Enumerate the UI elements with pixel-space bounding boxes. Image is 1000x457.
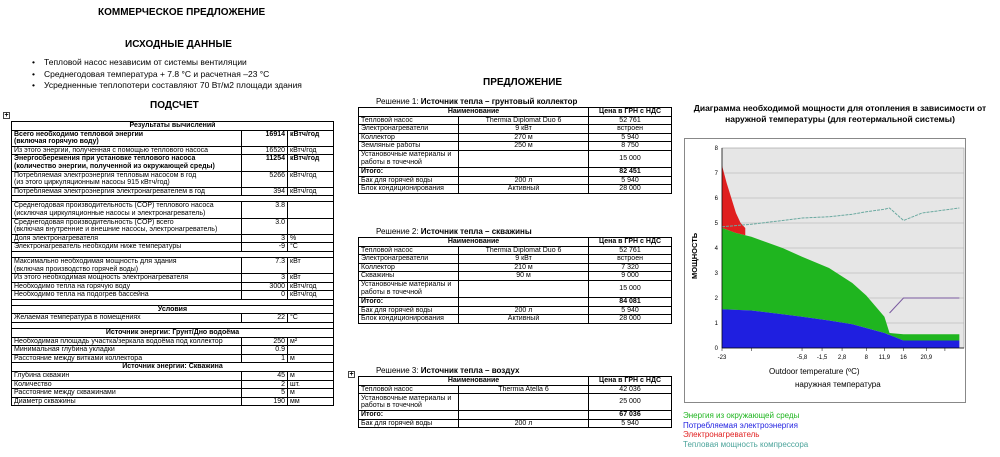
table-row bbox=[12, 171, 334, 187]
item-name: Установочные материалы и работы в точечной bbox=[359, 150, 459, 167]
row-value: 3 bbox=[242, 274, 288, 283]
row-unit: кВтч/год bbox=[288, 130, 334, 146]
item-name: Установочные материалы и работы в точечной bbox=[359, 280, 459, 297]
item-name: Электронагреватели bbox=[359, 255, 459, 264]
table-row bbox=[359, 315, 672, 324]
table-row bbox=[359, 280, 672, 297]
table-row bbox=[359, 185, 672, 194]
y-tick-label: 2 bbox=[714, 296, 718, 302]
chart-plot bbox=[700, 140, 970, 370]
label-text: Глубина скважин bbox=[14, 372, 70, 380]
row-label bbox=[12, 155, 242, 171]
row-label bbox=[12, 337, 242, 346]
table-row bbox=[12, 187, 334, 196]
row-value: 3 bbox=[242, 234, 288, 243]
row-label bbox=[12, 274, 242, 283]
y-tick-label: 4 bbox=[714, 246, 718, 252]
item-price: 82 451 bbox=[589, 167, 672, 176]
solution-2 bbox=[358, 227, 672, 324]
row-unit bbox=[288, 202, 334, 218]
table-row bbox=[12, 234, 334, 243]
solution-table bbox=[358, 237, 672, 324]
document-title: КОММЕРЧЕСКОЕ ПРЕДЛОЖЕНИЕ bbox=[98, 7, 266, 18]
item-desc: 90 м bbox=[459, 272, 589, 281]
item-price: 5 940 bbox=[589, 306, 672, 315]
row-value: 3000 bbox=[242, 282, 288, 291]
header-price: Цена в ГРН с НДС bbox=[589, 377, 672, 386]
calc-table-wrap bbox=[11, 121, 334, 406]
expand-icon[interactable]: + bbox=[349, 371, 354, 378]
row-value: 3.0 bbox=[242, 218, 288, 234]
initial-data-heading: ИСХОДНЫЕ ДАННЫЕ bbox=[125, 39, 232, 50]
item-price: 28 000 bbox=[589, 315, 672, 324]
item-name: Бак для горячей воды bbox=[359, 176, 459, 185]
table-row bbox=[12, 337, 334, 346]
row-value: 394 bbox=[242, 187, 288, 196]
y-tick-label: 5 bbox=[714, 221, 718, 227]
row-value: -9 bbox=[242, 243, 288, 252]
row-unit: °C bbox=[288, 243, 334, 252]
chart-legend bbox=[683, 411, 808, 449]
x-tick-label: 16 bbox=[900, 355, 907, 361]
item-name: Блок кондиционирования bbox=[359, 315, 459, 324]
table-row bbox=[359, 167, 672, 176]
item-desc bbox=[459, 150, 589, 167]
label-text: Необходимая площадь участка/зеркала водоёма под коллектор bbox=[14, 337, 223, 345]
row-unit: кВтч/год bbox=[288, 187, 334, 196]
section-header: Источник энергии: Грунт/Дно водоёма bbox=[12, 329, 334, 338]
row-label bbox=[12, 372, 242, 381]
table-row bbox=[12, 122, 334, 131]
item-name: Коллектор bbox=[359, 263, 459, 272]
legend-item: Электронагреватель bbox=[683, 430, 760, 439]
y-tick-label: 1 bbox=[714, 321, 718, 327]
row-value: 0.9 bbox=[242, 346, 288, 355]
table-row bbox=[12, 130, 334, 146]
row-unit: м bbox=[288, 389, 334, 398]
item-name: Итого: bbox=[359, 297, 459, 306]
item-desc: Thermia Atella 6 bbox=[459, 385, 589, 394]
label-text: Необходимо тепла на горячую воду bbox=[14, 282, 131, 290]
table-row bbox=[359, 125, 672, 134]
item-name: Коллектор bbox=[359, 133, 459, 142]
label-text: Среднегодовая производительность (COP) всего bbox=[14, 218, 174, 226]
row-value: 2 bbox=[242, 380, 288, 389]
item-desc: 270 м bbox=[459, 133, 589, 142]
y-tick-label: 7 bbox=[714, 171, 718, 177]
table-row bbox=[12, 354, 334, 363]
table-row bbox=[359, 297, 672, 306]
item-desc: 9 кВт bbox=[459, 255, 589, 264]
label-text: Электронагреватель необходим ниже температуры bbox=[14, 243, 182, 251]
item-desc: Thermia Diplomat Duo 6 bbox=[459, 116, 589, 125]
row-label bbox=[12, 218, 242, 234]
item-name: Тепловой насос bbox=[359, 116, 459, 125]
section-header: Результаты вычислений bbox=[12, 122, 334, 131]
item-name: Тепловой насос bbox=[359, 385, 459, 394]
item-price: 5 940 bbox=[589, 176, 672, 185]
item-price: 52 761 bbox=[589, 116, 672, 125]
label-text: Необходимо тепла на подогрев бассейна bbox=[14, 291, 149, 299]
table-row bbox=[12, 380, 334, 389]
row-unit bbox=[288, 346, 334, 355]
table-row bbox=[12, 282, 334, 291]
row-label bbox=[12, 346, 242, 355]
label-text: Максимально необходимая мощность для здания bbox=[14, 257, 177, 265]
item-desc: Активный bbox=[459, 185, 589, 194]
list-item: • Усредненные теплопотери составляют 70 Вт/м2 площади здания bbox=[30, 80, 302, 92]
row-label bbox=[12, 354, 242, 363]
row-label bbox=[12, 130, 242, 146]
item-name: Скважины bbox=[359, 272, 459, 281]
row-value: 16914 bbox=[242, 130, 288, 146]
table-row bbox=[12, 397, 334, 406]
row-label bbox=[12, 291, 242, 300]
solution-title bbox=[358, 366, 672, 375]
label-text: Расстояние между витками коллектора bbox=[14, 354, 143, 362]
item-price: 15 000 bbox=[589, 150, 672, 167]
row-unit: м bbox=[288, 354, 334, 363]
item-desc: Активный bbox=[459, 315, 589, 324]
row-value: 3.8 bbox=[242, 202, 288, 218]
item-desc: 250 м bbox=[459, 142, 589, 151]
x-tick-label: 8 bbox=[864, 355, 868, 361]
item-price: 5 940 bbox=[589, 133, 672, 142]
solution-prefix: Решение 1: bbox=[376, 97, 419, 106]
row-label bbox=[12, 282, 242, 291]
row-unit: кВтч/год bbox=[288, 282, 334, 291]
chart-xlabel: Outdoor temperature (ºC) bbox=[769, 367, 860, 376]
row-unit: м² bbox=[288, 337, 334, 346]
calc-heading: ПОДСЧЕТ bbox=[150, 100, 199, 111]
y-tick-label: 8 bbox=[714, 146, 718, 152]
row-value: 22 bbox=[242, 314, 288, 323]
row-value: 0 bbox=[242, 291, 288, 300]
table-row bbox=[12, 363, 334, 372]
label-text: Минимальная глубина укладки bbox=[14, 346, 115, 354]
label-text: Из этого энергии, полученная с помощью теплового насоса bbox=[14, 146, 209, 154]
table-row bbox=[12, 329, 334, 338]
item-desc: Thermia Diplomat Duo 6 bbox=[459, 246, 589, 255]
table-row bbox=[359, 255, 672, 264]
table-header bbox=[359, 238, 672, 247]
row-label bbox=[12, 234, 242, 243]
item-price: встроен bbox=[589, 255, 672, 264]
item-desc bbox=[459, 411, 589, 420]
item-price: 5 940 bbox=[589, 419, 672, 428]
solution-title bbox=[358, 227, 672, 236]
table-row bbox=[359, 272, 672, 281]
x-tick-label: -5,8 bbox=[796, 355, 808, 361]
row-unit: кВт bbox=[288, 257, 334, 273]
solution-prefix: Решение 2: bbox=[376, 227, 419, 236]
label-text: Расстояние между скважинами bbox=[14, 389, 116, 397]
x-tick-label: 11,9 bbox=[878, 355, 891, 361]
label-subtext: (количество энергии, полученной из окружающей среды) bbox=[14, 162, 215, 170]
solution-3 bbox=[358, 366, 672, 428]
table-row bbox=[359, 246, 672, 255]
row-unit: шт. bbox=[288, 380, 334, 389]
table-row bbox=[359, 385, 672, 394]
row-unit: кВтч/год bbox=[288, 155, 334, 171]
table-row bbox=[12, 274, 334, 283]
offer-heading: ПРЕДЛОЖЕНИЕ bbox=[483, 77, 563, 88]
table-row bbox=[359, 150, 672, 167]
table-header bbox=[359, 108, 672, 117]
header-price: Цена в ГРН с НДС bbox=[589, 108, 672, 117]
item-price: 9 000 bbox=[589, 272, 672, 281]
item-price: 7 320 bbox=[589, 263, 672, 272]
legend-item: Энергия из окружающей среды bbox=[683, 411, 800, 420]
row-label bbox=[12, 171, 242, 187]
label-subtext: (включая горячую воду) bbox=[14, 138, 99, 146]
row-label bbox=[12, 146, 242, 155]
label-subtext: (включая производство горячей воды) bbox=[14, 265, 139, 273]
item-name: Бак для горячей воды bbox=[359, 419, 459, 428]
label-text: Желаемая температура в помещениях bbox=[14, 314, 141, 322]
label-subtext: (включая внутренние и внешние насосы, электронагреватель) bbox=[14, 226, 218, 234]
label-subtext: (исключая циркуляционные насосы и электронагреватель) bbox=[14, 209, 206, 217]
row-value: 1 bbox=[242, 354, 288, 363]
item-name: Установочные материалы и работы в точечной bbox=[359, 394, 459, 411]
table-row bbox=[359, 394, 672, 411]
header-name: Наименование bbox=[359, 108, 589, 117]
y-tick-label: 6 bbox=[714, 196, 718, 202]
legend-item: Потребляемая электроэнергия bbox=[683, 420, 798, 430]
label-text: Доля электронагревателя bbox=[14, 234, 99, 242]
item-price: 15 000 bbox=[589, 280, 672, 297]
item-desc: 200 л bbox=[459, 419, 589, 428]
item-price: 42 036 bbox=[589, 385, 672, 394]
row-value: 7.3 bbox=[242, 257, 288, 273]
row-value: 250 bbox=[242, 337, 288, 346]
table-row bbox=[359, 142, 672, 151]
table-row bbox=[12, 202, 334, 218]
row-value: 45 bbox=[242, 372, 288, 381]
row-value: 5266 bbox=[242, 171, 288, 187]
section-header: Источник энергии: Скважина bbox=[12, 363, 334, 372]
row-label bbox=[12, 397, 242, 406]
row-unit: кВтч/год bbox=[288, 291, 334, 300]
solution-title bbox=[358, 97, 672, 106]
solution-name: Источник тепла – скважины bbox=[420, 227, 532, 236]
header-name: Наименование bbox=[359, 377, 589, 386]
row-unit: °C bbox=[288, 314, 334, 323]
item-desc: 200 л bbox=[459, 306, 589, 315]
table-row bbox=[359, 419, 672, 428]
label-text: Потребляемая электроэнергия тепловым насосом в год bbox=[14, 171, 197, 179]
item-price: 25 000 bbox=[589, 394, 672, 411]
chart-xlabel-ru: наружная температура bbox=[795, 380, 881, 389]
x-tick-label: 20,9 bbox=[920, 355, 933, 361]
item-desc bbox=[459, 280, 589, 297]
item-price: 28 000 bbox=[589, 185, 672, 194]
row-unit: кВт bbox=[288, 274, 334, 283]
expand-icon[interactable]: + bbox=[4, 112, 9, 119]
table-row bbox=[359, 133, 672, 142]
item-desc: 200 л bbox=[459, 176, 589, 185]
solution-table bbox=[358, 107, 672, 194]
table-row bbox=[12, 346, 334, 355]
item-name: Земляные работы bbox=[359, 142, 459, 151]
item-price: 84 081 bbox=[589, 297, 672, 306]
list-item: • Среднегодовая температура + 7.8 °C и расчетная –23 °C bbox=[30, 69, 302, 81]
table-row bbox=[359, 176, 672, 185]
solution-prefix: Решение 3: bbox=[376, 366, 419, 375]
list-item: • Тепловой насос независим от системы вентиляции bbox=[30, 57, 302, 69]
item-desc: 9 кВт bbox=[459, 125, 589, 134]
row-value: 16520 bbox=[242, 146, 288, 155]
table-row bbox=[12, 218, 334, 234]
row-value: 190 bbox=[242, 397, 288, 406]
initial-data-list bbox=[30, 57, 302, 92]
item-desc bbox=[459, 394, 589, 411]
label-text: Среднегодовая производительность (COP) теплового насоса bbox=[14, 202, 214, 210]
table-row bbox=[12, 305, 334, 314]
label-text: Диаметр скважины bbox=[14, 397, 76, 405]
header-price: Цена в ГРН с НДС bbox=[589, 238, 672, 247]
item-name: Итого: bbox=[359, 167, 459, 176]
chart-ylabel: МОЩНОСТЬ bbox=[690, 232, 699, 279]
row-unit: кВтч/год bbox=[288, 171, 334, 187]
item-name: Тепловой насос bbox=[359, 246, 459, 255]
item-price: 52 761 bbox=[589, 246, 672, 255]
row-label bbox=[12, 243, 242, 252]
chart-title: Диаграмма необходимой мощности для отопления в зависимости от наружной температуры (для геотермальной системы) bbox=[693, 103, 987, 124]
table-row bbox=[12, 146, 334, 155]
label-text: Всего необходимо тепловой энергии bbox=[14, 130, 144, 138]
row-unit: % bbox=[288, 234, 334, 243]
item-price: 8 750 bbox=[589, 142, 672, 151]
row-value: 5 bbox=[242, 389, 288, 398]
row-label bbox=[12, 314, 242, 323]
solution-1 bbox=[358, 97, 672, 194]
label-text: Потребляемая электроэнергия электронагревателем в год bbox=[14, 187, 205, 195]
row-label bbox=[12, 187, 242, 196]
table-row bbox=[12, 291, 334, 300]
row-value: 11254 bbox=[242, 155, 288, 171]
item-name: Блок кондиционирования bbox=[359, 185, 459, 194]
table-row bbox=[359, 306, 672, 315]
x-tick-label: -1,5 bbox=[816, 355, 828, 361]
row-label bbox=[12, 389, 242, 398]
solution-name: Источник тепла – грунтовый коллектор bbox=[420, 97, 578, 106]
table-row bbox=[359, 263, 672, 272]
item-price: 67 036 bbox=[589, 411, 672, 420]
table-row bbox=[12, 155, 334, 171]
row-unit: мм bbox=[288, 397, 334, 406]
row-unit: м bbox=[288, 372, 334, 381]
row-label bbox=[12, 257, 242, 273]
item-price: встроен bbox=[589, 125, 672, 134]
label-subtext: (из этого циркуляционным насосы 915 кВтч/год) bbox=[14, 179, 170, 187]
legend-item: Тепловая мощность компрессора bbox=[683, 439, 809, 449]
y-tick-label: 0 bbox=[714, 346, 718, 352]
row-label bbox=[12, 202, 242, 218]
section-header: Условия bbox=[12, 305, 334, 314]
table-row bbox=[12, 243, 334, 252]
row-unit: кВтч/год bbox=[288, 146, 334, 155]
calc-table bbox=[11, 121, 334, 406]
table-row bbox=[12, 314, 334, 323]
item-name: Электронагреватели bbox=[359, 125, 459, 134]
label-text: Из этого необходимая мощность электронагревателя bbox=[14, 274, 189, 282]
x-tick-label: 2,8 bbox=[837, 355, 847, 361]
label-text: Энергосбережения при установке теплового насоса bbox=[14, 155, 196, 163]
item-name: Итого: bbox=[359, 411, 459, 420]
table-row bbox=[12, 257, 334, 273]
table-header bbox=[359, 377, 672, 386]
item-name: Бак для горячей воды bbox=[359, 306, 459, 315]
row-unit bbox=[288, 218, 334, 234]
table-row bbox=[12, 389, 334, 398]
label-text: Количество bbox=[14, 380, 52, 388]
header-name: Наименование bbox=[359, 238, 589, 247]
y-tick-label: 3 bbox=[714, 271, 718, 277]
solution-name: Источник тепла – воздух bbox=[420, 366, 520, 375]
item-desc bbox=[459, 297, 589, 306]
row-label bbox=[12, 380, 242, 389]
table-row bbox=[12, 372, 334, 381]
table-row bbox=[359, 116, 672, 125]
solution-table bbox=[358, 376, 672, 428]
item-desc: 210 м bbox=[459, 263, 589, 272]
x-tick-label: -23 bbox=[717, 355, 727, 361]
table-row bbox=[359, 411, 672, 420]
item-desc bbox=[459, 167, 589, 176]
